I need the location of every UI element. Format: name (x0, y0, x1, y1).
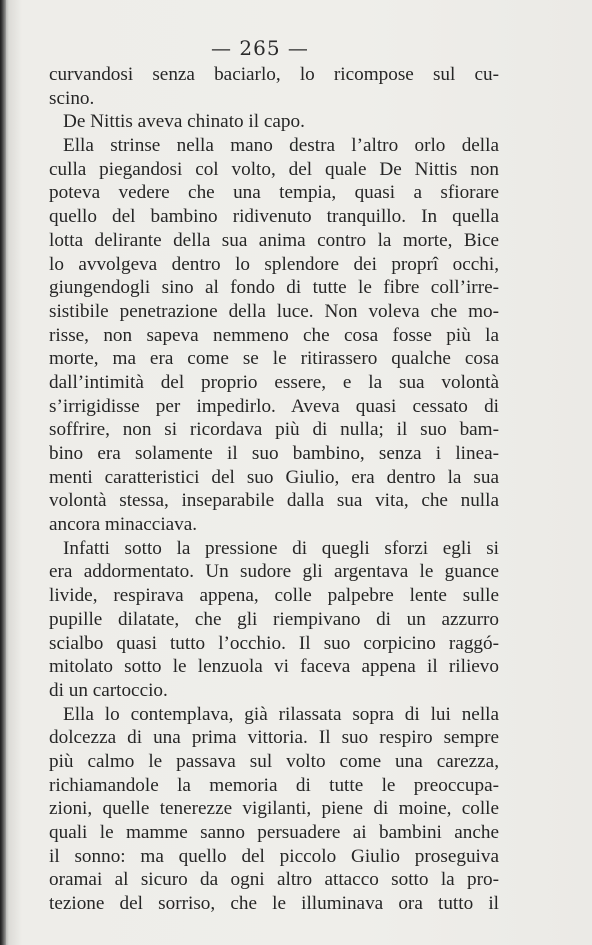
text-line: Infatti sotto la pressione di quegli sforzi egli si (63, 537, 499, 559)
text-line: il sonno: ma quello del piccolo Giulio proseguiva (49, 845, 499, 867)
text-line: dall’intimità del proprio essere, e la sua volontà (49, 371, 499, 393)
text-line: s’irrigidisse per impedirlo. Aveva quasi cessato di (49, 395, 499, 417)
text-line: mitolato sotto le lenzuola vi faceva appena il rilievo (49, 656, 499, 678)
text-line: più calmo le passava sul volto come una carezza, (49, 750, 499, 772)
text-line: menti caratteristici del suo Giulio, era dentro la sua (49, 466, 499, 488)
text-line: livide, respirava appena, colle palpebre lente sulle (49, 585, 499, 607)
text-line: zioni, quelle tenerezze vigilanti, piene di moine, colle (49, 798, 499, 820)
text-line: giungendogli sino al fondo di tutte le fibre coll’irre- (49, 277, 499, 299)
text-line: Ella strinse nella mano destra l’altro orlo della (63, 135, 499, 157)
text-line: curvandosi senza baciarlo, lo ricompose sul cu- (49, 64, 499, 85)
text-line: scialbo quasi tutto l’occhio. Il suo corpicino raggó- (49, 632, 499, 654)
text-line: scino. (49, 87, 95, 109)
text-line: pupille dilatate, che gli riempivano di un azzurro (49, 608, 499, 630)
body-text (49, 63, 499, 916)
text-line: richiamandole la memoria di tutte le preoccupa- (49, 774, 499, 796)
binding-shadow (0, 0, 6, 945)
text-line: poteva vedere che una tempia, quasi a sfiorare (49, 182, 499, 204)
text-line: lo avvolgeva dentro lo splendore dei proprî occhi, (49, 253, 499, 275)
text-line: Ella lo contemplava, già rilassata sopra di lui nella (63, 703, 499, 725)
text-line: volontà stessa, inseparabile dalla sua vita, che nulla (49, 490, 499, 512)
text-line: lotta delirante della sua anima contro la morte, Bice (49, 229, 499, 251)
text-line: morte, ma era come se le ritirassero qualche cosa (49, 348, 499, 370)
text-line: quali le mamme sanno persuadere ai bambini anche (49, 822, 499, 843)
text-line: dolcezza di una prima vittoria. Il suo respiro sempre (49, 727, 499, 749)
text-line: tezione del sorriso, che le illuminava ora tutto il (49, 893, 499, 915)
text-line: sistibile penetrazione della luce. Non voleva che mo- (49, 300, 499, 322)
text-line: ancora minacciava. (49, 514, 198, 536)
text-line: De Nittis aveva chinato il capo. (63, 111, 305, 133)
text-line: culla piegandosi col volto, del quale De Nittis non (49, 158, 499, 180)
text-line: oramai al sicuro da ogni altro attacco sotto la pro- (49, 869, 499, 891)
text-line: di un cartoccio. (49, 679, 168, 701)
text-line: quello del bambino ridivenuto tranquillo. In quella (49, 206, 499, 228)
text-line: soffrire, non si ricordava più di nulla; il suo bam- (49, 419, 499, 441)
text-line: era addormentato. Un sudore gli argentava le guance (49, 561, 499, 583)
text-line: bino era solamente il suo bambino, senza i linea- (49, 443, 499, 464)
text-line: risse, non sapeva nemmeno che cosa fosse più la (49, 324, 499, 346)
page-number: — 265 — (211, 36, 309, 60)
